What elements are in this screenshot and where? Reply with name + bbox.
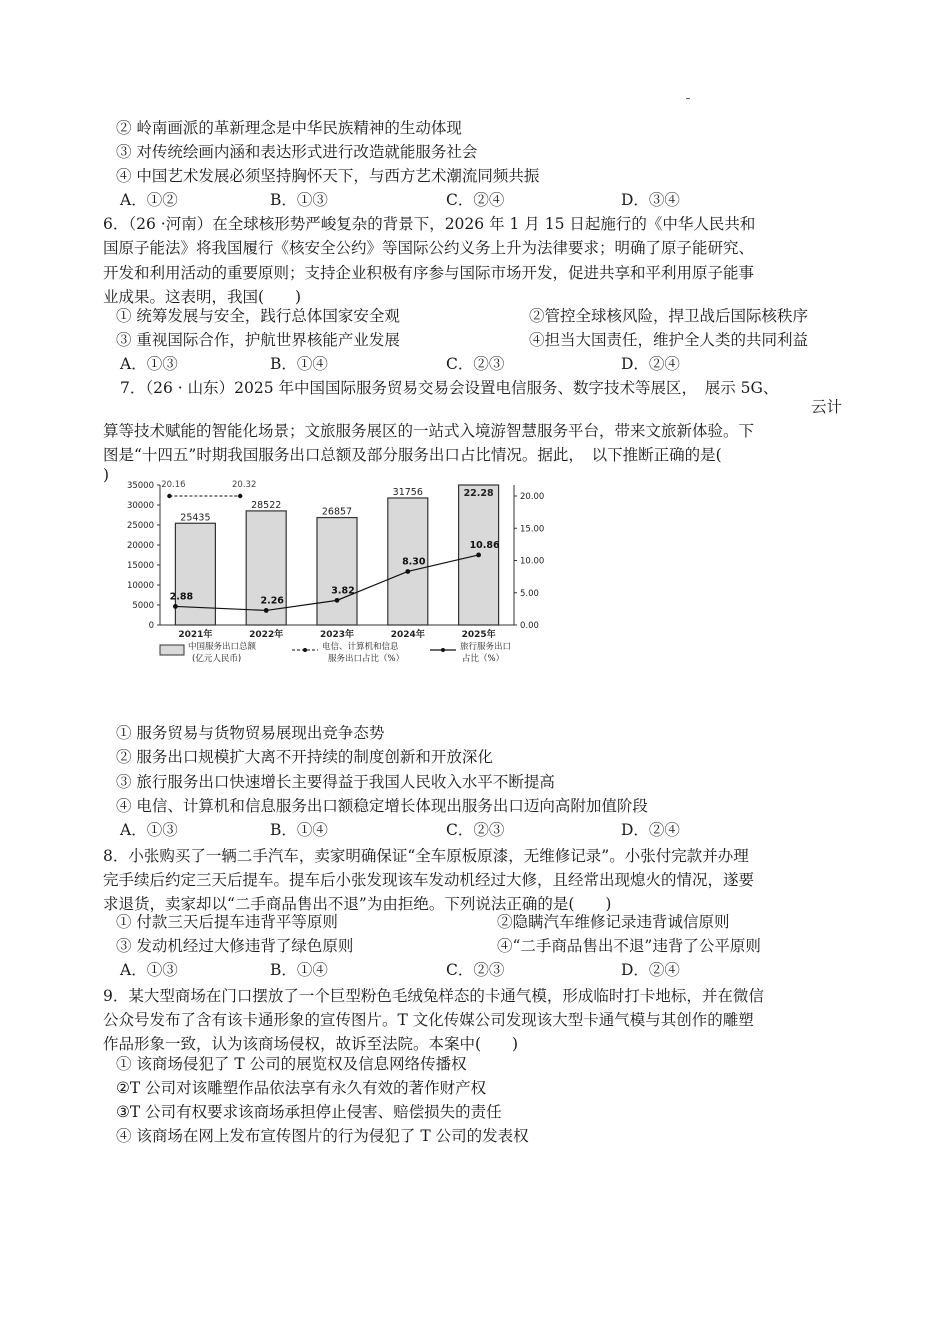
q6-stem-line: 国原子能法》将我国履行《核安全公约》等国际公约义务上升为法律要求；明确了原子能研究、 [103,239,755,257]
q8-item-4: ④“二手商品售出不退”违背了公平原则 [497,937,761,955]
q6-item-1: ① 统筹发展与安全，践行总体国家安全观 [116,307,400,325]
left-tick-label: 5000 [132,601,154,611]
travel-share-label: 3.82 [331,585,355,597]
bar-value-label: 25435 [180,512,211,524]
legend-label: 占比（%） [462,654,505,664]
x-tick-label: 2021年 [178,630,213,640]
q6-option-d: D．②④ [621,355,680,373]
q8-stem-line: 完手续后约定三天后提车。提车后小张发现该车发动机经过大修，且经常出现熄火的情况，遂要 [103,871,755,889]
travel-share-point [335,598,340,603]
q7-option-c: C．②③ [446,821,505,839]
q8-item-2: ②隐瞒汽车维修记录违背诚信原则 [497,913,730,931]
q8-option-b: B．①④ [270,961,328,979]
x-tick-label: 2024年 [390,630,425,640]
q6-option-a: A．①③ [120,355,178,373]
right-tick-label: 0.00 [520,621,539,631]
x-tick-label: 2023年 [319,630,355,640]
left-tick-label: 0 [148,621,154,631]
q8-item-1: ① 付款三天后提车违背平等原则 [116,913,338,931]
q9-stem-line: 9．某大型商场在门口摆放了一个巨型粉色毛绒兔样态的卡通气模，形成临时打卡地标，并在微信 [103,987,764,1005]
legend-bar-swatch [160,645,184,655]
travel-share-point [264,608,269,613]
legend-solid-swatch-dot [441,648,445,652]
tele-share-point [238,494,242,498]
q5-option-d: D．③④ [621,191,680,209]
q9-stem-line: 作品形象一致，认为该商场侵权，故诉至法院。本案中( ) [103,1035,519,1053]
q7-item-3: ③ 旅行服务出口快速增长主要得益于我国人民收入水平不断提高 [116,773,555,791]
bar-value-label: 28522 [251,499,282,511]
q8-stem-line: 求退货，卖家却以“二手商品售出不退”为由拒绝。下列说法正确的是( ) [103,895,612,913]
q7-item-4: ④ 电信、计算机和信息服务出口额稳定增长体现出服务出口迈向高附加值阶段 [116,797,648,815]
travel-share-label: 2.26 [260,595,284,607]
page-mark [686,98,690,99]
tele-share-point [167,494,171,498]
bar-value-label: 31756 [392,486,423,498]
q9-item-1: ① 该商场侵犯了 T 公司的展览权及信息网络传播权 [116,1055,467,1073]
q7-stem-line: ) [103,466,110,484]
left-tick-label: 35000 [126,481,154,491]
right-tick-label: 10.00 [520,556,545,567]
q5-item-3: ③ 对传统绘画内涵和表达形式进行改造就能服务社会 [116,143,478,161]
q6-option-b: B．①④ [270,355,328,373]
q9-stem-line: 公众号发布了含有该卡通形象的宣传图片。T 文化传媒公司发现该大型卡通气模与其创作的雕塑 [103,1011,754,1029]
right-tick-label: 5.00 [520,588,539,599]
travel-share-label: 8.30 [402,556,426,568]
x-tick-label: 2025年 [461,630,496,640]
q6-option-c: C．②③ [446,355,505,373]
q9-item-4: ④ 该商场在网上发布宣传图片的行为侵犯了 T 公司的发表权 [116,1127,529,1145]
service-export-chart [122,480,562,670]
q7-item-2: ② 服务出口规模扩大离不开持续的制度创新和开放深化 [116,748,493,766]
q5-item-4: ④ 中国艺术发展必须坚持胸怀天下，与西方艺术潮流同频共振 [116,167,540,185]
q6-item-2: ②管控全球核风险，捍卫战后国际核秩序 [529,307,809,325]
q8-item-3: ③ 发动机经过大修违背了绿色原则 [116,937,354,955]
left-tick-label: 25000 [126,521,154,531]
legend-label: 电信、计算机和信息 [322,642,399,652]
q9-item-2: ②T 公司对该雕塑作品依法享有永久有效的著作财产权 [116,1079,487,1097]
q6-item-4: ④担当大国责任，维护全人类的共同利益 [529,331,809,349]
q6-stem-line: 6．（26 ·河南）在全球核形势严峻复杂的背景下，2026 年 1 月 15 日起施行的《中华人民共和 [103,215,756,233]
q8-stem-line: 8．小张购买了一辆二手汽车，卖家明确保证“全车原板原漆，无维修记录”。小张付完款并办理 [103,847,749,865]
legend-dashed-swatch-dot [303,648,307,652]
q7-option-d: D．②④ [621,821,680,839]
left-tick-label: 10000 [126,581,154,591]
q7-stem-line: 7．（26 · 山东）2025 年中国国际服务贸易交易会设置电信服务、数字技术等展区， 展示 5G、 [120,379,779,397]
bar-value-label: 26857 [321,506,353,518]
q5-option-b: B．①③ [270,191,328,209]
q5-option-c: C．②④ [446,191,505,209]
q7-option-a: A．①③ [120,821,178,839]
left-tick-label: 15000 [126,561,154,571]
travel-share-label: 2.88 [169,591,194,603]
q7-option-b: B．①④ [270,821,328,839]
q5-item-2: ② 岭南画派的革新理念是中华民族精神的生动体现 [116,119,462,137]
chart-legend [160,641,511,664]
q9-item-3: ③T 公司有权要求该商场承担停止侵害、赔偿损失的责任 [116,1103,502,1121]
q8-option-c: C．②③ [446,961,505,979]
travel-share-point [173,604,178,609]
q7-item-1: ① 服务贸易与货物贸易展现出竞争态势 [116,724,385,742]
right-tick-label: 15.00 [520,524,545,535]
left-tick-label: 20000 [126,541,154,551]
q8-option-d: D．②④ [621,961,680,979]
q5-option-a: A．①② [120,191,178,209]
q8-option-a: A．①③ [120,961,178,979]
bar-value-label: 22.28 [463,488,494,499]
legend-label: 服务出口占比（%） [328,654,405,664]
travel-share-point [405,569,410,574]
bar-total-export [317,518,357,625]
tele-share-label: 20.16 [161,480,186,490]
legend-label: (亿元人民币) [192,654,242,664]
bar-total-export [175,523,215,625]
legend-label: 旅行服务出口 [460,642,512,652]
tele-share-label: 20.32 [232,480,257,490]
travel-share-point [476,553,481,558]
q6-stem-line: 业成果。这表明，我国( ) [103,288,302,306]
right-tick-label: 20.00 [520,492,545,502]
q7-stem-line: 云计 [811,398,843,416]
travel-share-label: 10.86 [469,539,500,551]
legend-label: 中国服务出口总额 [188,642,257,652]
q7-stem-line: 图是“十四五”时期我国服务出口总额及部分服务出口占比情况。据此， 以下推断正确的是( [103,446,722,464]
q6-item-3: ③ 重视国际合作，护航世界核能产业发展 [116,331,400,349]
left-tick-label: 30000 [126,501,154,511]
q7-stem-line: 算等技术赋能的智能化场景；文旅服务展区的一站式入境游智慧服务平台，带来文旅新体验。下 [103,422,755,440]
x-tick-label: 2022年 [249,630,284,640]
q6-stem-line: 开发和利用活动的重要原则；支持企业积极有序参与国际市场开发，促进共享和平利用原子能事 [103,264,755,282]
